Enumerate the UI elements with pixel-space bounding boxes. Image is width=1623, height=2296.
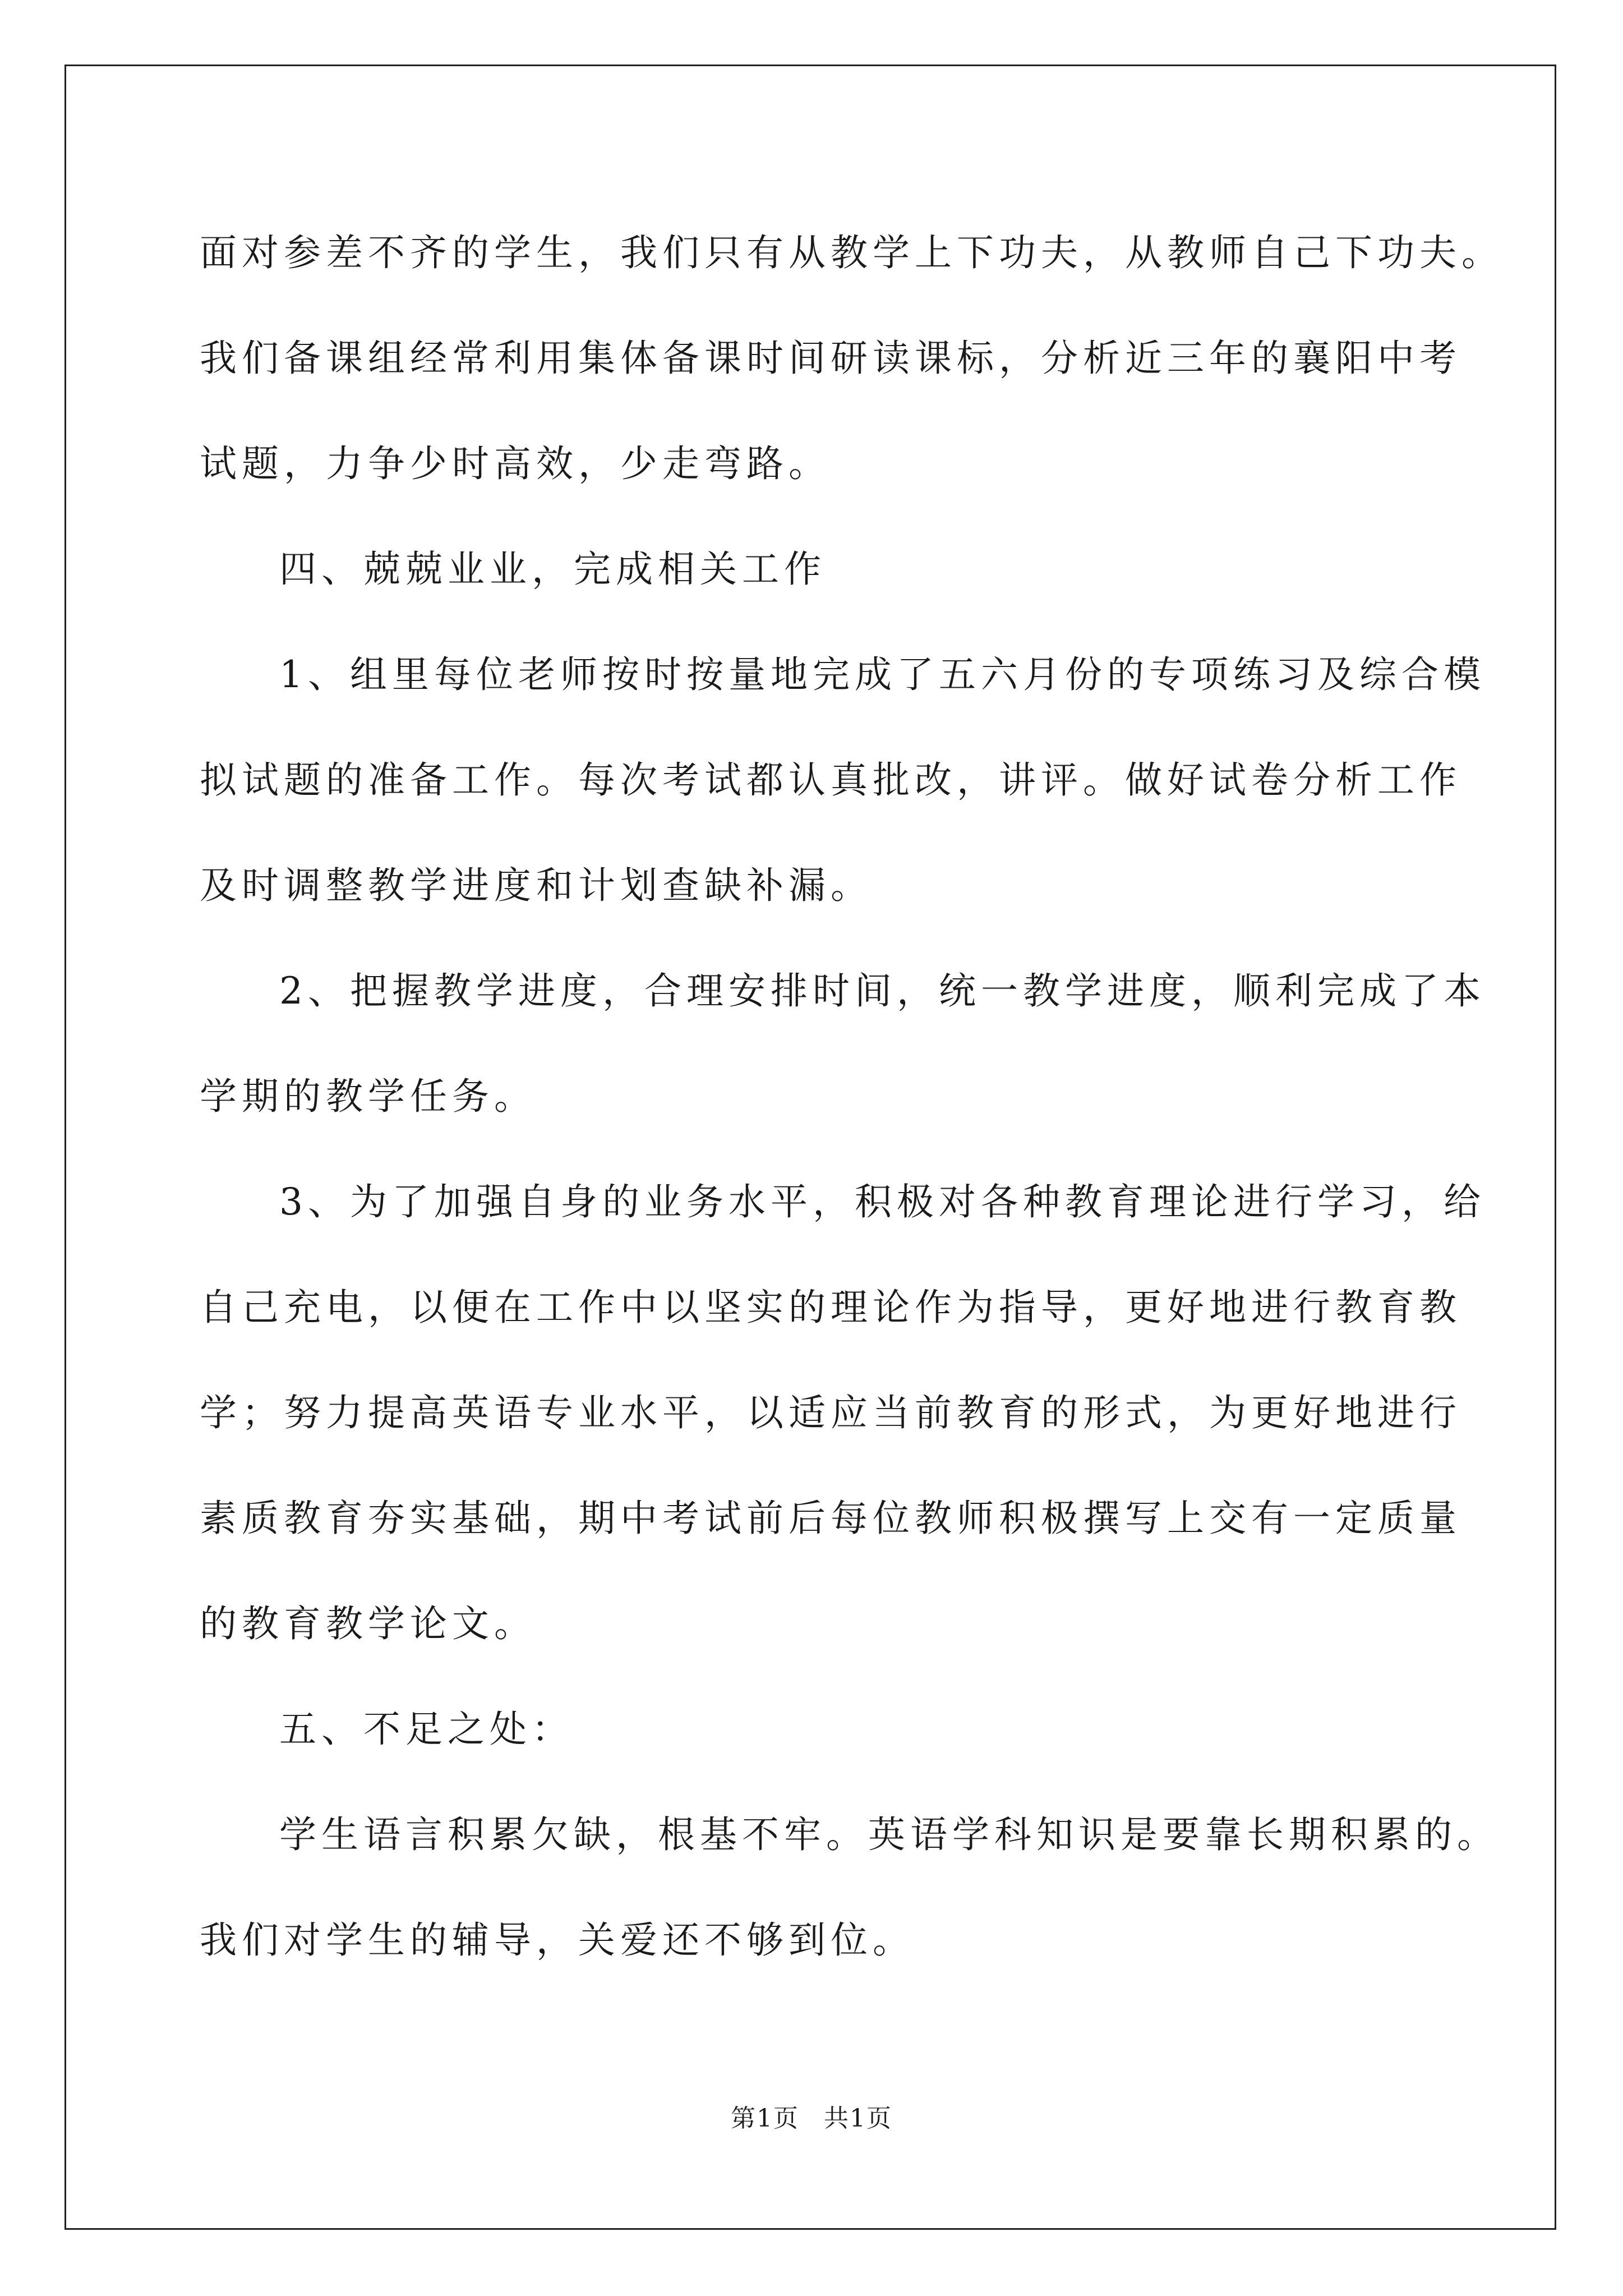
text-line: 素质教育夯实基础，期中考试前后每位教师积极撰写上交有一定质量 (200, 1497, 1461, 1540)
text-line: 自己充电，以便在工作中以坚实的理论作为指导，更好地进行教育教 (200, 1286, 1461, 1329)
text-line: 3、为了加强自身的业务水平，积极对各种教育理论进行学习，给 (279, 1180, 1486, 1223)
text-line: 我们备课组经常利用集体备课时间研读课标，分析近三年的襄阳中考 (200, 337, 1461, 380)
document-body (200, 200, 1504, 1993)
text-line: 拟试题的准备工作。每次考试都认真批改，讲评。做好试卷分析工作 (200, 758, 1461, 802)
page-number-total: 共1页 (824, 2104, 892, 2133)
text-line: 学生语言积累欠缺，根基不牢。英语学科知识是要靠长期积累的。 (279, 1813, 1499, 1856)
text-line: 试题，力争少时高效，少走弯路。 (200, 442, 831, 485)
page-number-current: 第1页 (731, 2104, 799, 2133)
section-heading: 五、不足之处： (279, 1708, 574, 1751)
text-line: 及时调整教学进度和计划查缺补漏。 (200, 864, 873, 907)
text-line: 我们对学生的辅导，关爱还不够到位。 (200, 1918, 915, 1962)
text-line: 学；努力提高英语专业水平，以适应当前教育的形式，为更好地进行 (200, 1391, 1461, 1434)
text-line: 面对参差不齐的学生，我们只有从教学上下功夫，从教师自己下功夫。 (200, 231, 1504, 274)
text-line: 的教育教学论文。 (200, 1602, 536, 1645)
text-line: 1、组里每位老师按时按量地完成了五六月份的专项练习及综合模 (279, 653, 1486, 696)
page-footer (0, 2098, 1623, 2134)
text-line: 学期的教学任务。 (200, 1075, 536, 1118)
section-heading: 四、兢兢业业，完成相关工作 (279, 547, 826, 591)
text-line: 2、把握教学进度，合理安排时间，统一教学进度，顺利完成了本 (279, 969, 1486, 1013)
